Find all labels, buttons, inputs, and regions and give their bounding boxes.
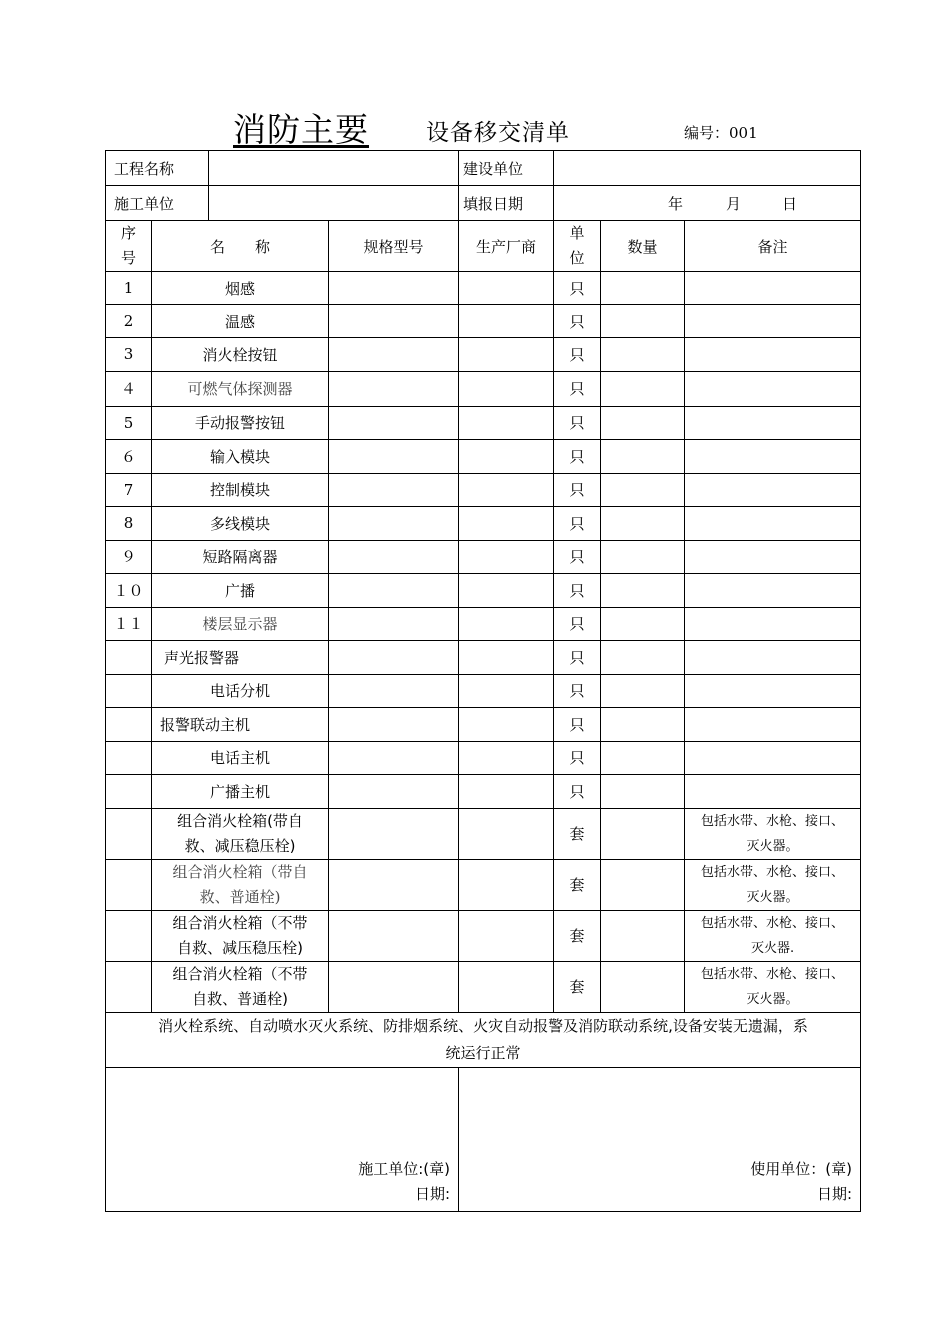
row-unit: 只 xyxy=(554,708,601,742)
row-seq: ９ xyxy=(106,540,152,574)
user-sign-box[interactable] xyxy=(459,1067,861,1211)
row-unit: 只 xyxy=(554,607,601,641)
row-qty[interactable] xyxy=(601,272,685,305)
row-name: 控制模块 xyxy=(152,473,329,507)
row-name: 可燃气体探测器 xyxy=(152,371,329,406)
row-spec[interactable] xyxy=(329,961,459,1012)
row-maker[interactable] xyxy=(459,607,554,641)
row-seq: 1 xyxy=(106,272,152,305)
serial-number: 编号：001 xyxy=(684,124,758,142)
row-unit: 只 xyxy=(554,741,601,775)
row-unit: 只 xyxy=(554,574,601,608)
row-qty[interactable] xyxy=(601,440,685,474)
row-unit: 只 xyxy=(554,406,601,440)
row-qty[interactable] xyxy=(601,961,685,1012)
contractor-sign-date: 日期: xyxy=(414,1184,451,1203)
row-spec[interactable] xyxy=(329,338,459,372)
row-note[interactable] xyxy=(685,305,861,338)
row-name: 电话主机 xyxy=(152,741,329,775)
table-row xyxy=(106,507,861,541)
row-qty[interactable] xyxy=(601,607,685,641)
row-note xyxy=(685,859,861,910)
row-note[interactable] xyxy=(685,674,861,708)
row-qty[interactable] xyxy=(601,305,685,338)
col-qty: 数量 xyxy=(601,221,685,272)
row-name-line: 自救、普通栓) xyxy=(192,989,288,1008)
row-spec[interactable] xyxy=(329,741,459,775)
table-row xyxy=(106,808,861,859)
row-spec[interactable] xyxy=(329,574,459,608)
table-row xyxy=(106,272,861,305)
row-unit: 只 xyxy=(554,775,601,809)
row-maker[interactable] xyxy=(459,808,554,859)
table-row xyxy=(106,741,861,775)
row-maker[interactable] xyxy=(459,272,554,305)
table-row xyxy=(106,961,861,1012)
row-qty[interactable] xyxy=(601,406,685,440)
row-qty[interactable] xyxy=(601,859,685,910)
row-name xyxy=(152,808,329,859)
row-unit: 套 xyxy=(554,910,601,961)
row-unit: 只 xyxy=(554,338,601,372)
row-qty[interactable] xyxy=(601,708,685,742)
row-spec[interactable] xyxy=(329,540,459,574)
date-field[interactable] xyxy=(554,186,861,221)
row-note[interactable] xyxy=(685,440,861,474)
row-spec[interactable] xyxy=(329,607,459,641)
row-note-line: 包括水带、水枪、接口、 xyxy=(701,813,845,829)
row-maker[interactable] xyxy=(459,741,554,775)
row-seq: １１ xyxy=(106,607,152,641)
row-spec[interactable] xyxy=(329,272,459,305)
column-header-row xyxy=(106,221,861,272)
row-name xyxy=(152,859,329,910)
row-name-line: 救、普通栓) xyxy=(199,887,281,906)
col-maker: 生产厂商 xyxy=(459,221,554,272)
summary-line: 统运行正常 xyxy=(445,1043,521,1062)
row-name: 广播主机 xyxy=(152,775,329,809)
row-seq xyxy=(106,641,152,675)
table-row xyxy=(106,708,861,742)
builder-field[interactable] xyxy=(554,151,861,186)
col-unit-line: 单 xyxy=(569,224,585,242)
row-unit: 只 xyxy=(554,540,601,574)
row-unit: 套 xyxy=(554,961,601,1012)
row-maker[interactable] xyxy=(459,910,554,961)
info-row-project xyxy=(106,151,861,186)
row-seq xyxy=(106,775,152,809)
row-seq xyxy=(106,741,152,775)
row-note[interactable] xyxy=(685,708,861,742)
row-maker[interactable] xyxy=(459,473,554,507)
date-month: 月 xyxy=(726,194,742,213)
table-row xyxy=(106,641,861,675)
row-note[interactable] xyxy=(685,641,861,675)
row-name xyxy=(152,961,329,1012)
row-spec[interactable] xyxy=(329,440,459,474)
row-note[interactable] xyxy=(685,473,861,507)
row-spec[interactable] xyxy=(329,507,459,541)
row-qty[interactable] xyxy=(601,808,685,859)
table-row xyxy=(106,674,861,708)
row-seq xyxy=(106,910,152,961)
col-seq xyxy=(106,221,152,272)
row-unit: 套 xyxy=(554,859,601,910)
project-label: 工程名称 xyxy=(106,151,209,186)
row-seq: ４ xyxy=(106,371,152,406)
row-unit: 只 xyxy=(554,272,601,305)
row-maker[interactable] xyxy=(459,708,554,742)
row-name: 输入模块 xyxy=(152,440,329,474)
row-maker[interactable] xyxy=(459,305,554,338)
row-unit: 只 xyxy=(554,674,601,708)
handover-table xyxy=(105,150,861,1212)
summary-line: 消火栓系统、自动喷水灭火系统、防排烟系统、火灾自动报警及消防联动系统,设备安装无遗漏，系 xyxy=(158,1016,808,1035)
row-seq: 7 xyxy=(106,473,152,507)
row-spec[interactable] xyxy=(329,371,459,406)
row-spec[interactable] xyxy=(329,674,459,708)
table-row xyxy=(106,910,861,961)
row-seq: 2 xyxy=(106,305,152,338)
row-maker[interactable] xyxy=(459,507,554,541)
row-name: 广播 xyxy=(152,574,329,608)
date-day: 日 xyxy=(782,194,798,213)
row-spec[interactable] xyxy=(329,775,459,809)
builder-label: 建设单位 xyxy=(459,151,554,186)
row-maker[interactable] xyxy=(459,574,554,608)
row-name: 烟感 xyxy=(152,272,329,305)
col-note: 备注 xyxy=(685,221,861,272)
row-spec[interactable] xyxy=(329,910,459,961)
table-row xyxy=(106,371,861,406)
project-field[interactable] xyxy=(209,151,459,186)
summary-text xyxy=(106,1012,861,1067)
user-sign-date: 日期: xyxy=(816,1184,853,1203)
row-unit: 只 xyxy=(554,305,601,338)
col-unit-line: 位 xyxy=(569,249,585,267)
row-qty[interactable] xyxy=(601,910,685,961)
row-name-line: 组合消火栓箱（不带 xyxy=(172,913,308,932)
row-seq xyxy=(106,808,152,859)
row-unit: 套 xyxy=(554,808,601,859)
row-maker[interactable] xyxy=(459,338,554,372)
table-row xyxy=(106,540,861,574)
row-qty[interactable] xyxy=(601,574,685,608)
table-row xyxy=(106,607,861,641)
row-note-line: 包括水带、水枪、接口、 xyxy=(701,966,845,982)
row-maker[interactable] xyxy=(459,540,554,574)
row-name: 手动报警按钮 xyxy=(152,406,329,440)
row-unit: 只 xyxy=(554,641,601,675)
row-unit: 只 xyxy=(554,440,601,474)
row-qty[interactable] xyxy=(601,775,685,809)
row-note-line: 灭火器. xyxy=(750,940,795,956)
row-unit: 只 xyxy=(554,473,601,507)
row-seq xyxy=(106,674,152,708)
row-name: 短路隔离器 xyxy=(152,540,329,574)
row-note[interactable] xyxy=(685,371,861,406)
row-note-line: 包括水带、水枪、接口、 xyxy=(701,864,845,880)
col-spec: 规格型号 xyxy=(329,221,459,272)
row-maker[interactable] xyxy=(459,406,554,440)
row-qty[interactable] xyxy=(601,371,685,406)
contractor-field[interactable] xyxy=(209,186,459,221)
contractor-label: 施工单位 xyxy=(106,186,209,221)
row-note[interactable] xyxy=(685,540,861,574)
row-name: 楼层显示器 xyxy=(152,607,329,641)
row-qty[interactable] xyxy=(601,507,685,541)
contractor-seal-label: 施工单位:(章) xyxy=(358,1159,451,1178)
col-seq-line: 序 xyxy=(120,224,136,242)
row-note[interactable] xyxy=(685,775,861,809)
col-seq-line: 号 xyxy=(120,249,136,267)
row-name: 报警联动主机 xyxy=(152,708,329,742)
contractor-sign-box[interactable] xyxy=(106,1067,459,1211)
row-seq: 5 xyxy=(106,406,152,440)
row-maker[interactable] xyxy=(459,961,554,1012)
info-row-contractor xyxy=(106,186,861,221)
table-row xyxy=(106,338,861,372)
row-spec[interactable] xyxy=(329,641,459,675)
row-spec[interactable] xyxy=(329,708,459,742)
row-seq: １０ xyxy=(106,574,152,608)
table-row xyxy=(106,775,861,809)
row-maker[interactable] xyxy=(459,371,554,406)
row-seq xyxy=(106,708,152,742)
row-note-line: 包括水带、水枪、接口、 xyxy=(701,915,845,931)
row-note-line: 灭火器。 xyxy=(746,991,799,1007)
row-note-line: 灭火器。 xyxy=(746,838,799,854)
row-unit: 只 xyxy=(554,507,601,541)
row-maker[interactable] xyxy=(459,859,554,910)
table-row xyxy=(106,473,861,507)
row-name-line: 组合消火栓箱(带自 xyxy=(177,811,303,830)
row-spec[interactable] xyxy=(329,406,459,440)
row-name xyxy=(152,910,329,961)
row-name: 电话分机 xyxy=(152,674,329,708)
row-note xyxy=(685,808,861,859)
row-qty[interactable] xyxy=(601,540,685,574)
date-year: 年 xyxy=(668,194,684,213)
row-note[interactable] xyxy=(685,741,861,775)
row-seq xyxy=(106,859,152,910)
row-name: 多线模块 xyxy=(152,507,329,541)
row-spec[interactable] xyxy=(329,859,459,910)
row-name-line: 组合消火栓箱（带自 xyxy=(172,862,308,881)
row-seq: 8 xyxy=(106,507,152,541)
row-seq: 3 xyxy=(106,338,152,372)
table-row xyxy=(106,574,861,608)
col-unit xyxy=(554,221,601,272)
row-qty[interactable] xyxy=(601,674,685,708)
row-note[interactable] xyxy=(685,406,861,440)
table-row xyxy=(106,406,861,440)
row-qty[interactable] xyxy=(601,641,685,675)
row-unit: 只 xyxy=(554,371,601,406)
user-seal-label: 使用单位：(章) xyxy=(750,1159,853,1178)
row-name-line: 自救、减压稳压栓) xyxy=(177,938,303,957)
row-maker[interactable] xyxy=(459,641,554,675)
date-label: 填报日期 xyxy=(459,186,554,221)
row-note xyxy=(685,961,861,1012)
row-spec[interactable] xyxy=(329,808,459,859)
table-row xyxy=(106,859,861,910)
row-qty[interactable] xyxy=(601,338,685,372)
summary-row xyxy=(106,1012,861,1067)
row-name: 温感 xyxy=(152,305,329,338)
row-maker[interactable] xyxy=(459,775,554,809)
signature-row xyxy=(106,1067,861,1211)
row-note[interactable] xyxy=(685,507,861,541)
row-spec[interactable] xyxy=(329,305,459,338)
row-qty[interactable] xyxy=(601,473,685,507)
row-name: 声光报警器 xyxy=(152,641,329,675)
row-qty[interactable] xyxy=(601,741,685,775)
row-name: 消火栓按钮 xyxy=(152,338,329,372)
title-sub: 设备移交清单 xyxy=(426,120,570,146)
col-name: 名 称 xyxy=(152,221,329,272)
row-seq xyxy=(106,961,152,1012)
table-row xyxy=(106,305,861,338)
row-note[interactable] xyxy=(685,338,861,372)
row-maker[interactable] xyxy=(459,674,554,708)
row-name-line: 组合消火栓箱（不带 xyxy=(172,964,308,983)
row-maker[interactable] xyxy=(459,440,554,474)
row-name-line: 救、减压稳压栓) xyxy=(184,836,296,855)
row-note xyxy=(685,910,861,961)
row-note[interactable] xyxy=(685,574,861,608)
row-seq: ６ xyxy=(106,440,152,474)
row-note[interactable] xyxy=(685,607,861,641)
title-main: 消防主要 xyxy=(233,110,369,149)
table-row xyxy=(106,440,861,474)
row-spec[interactable] xyxy=(329,473,459,507)
row-note-line: 灭火器。 xyxy=(746,889,799,905)
row-note[interactable] xyxy=(685,272,861,305)
